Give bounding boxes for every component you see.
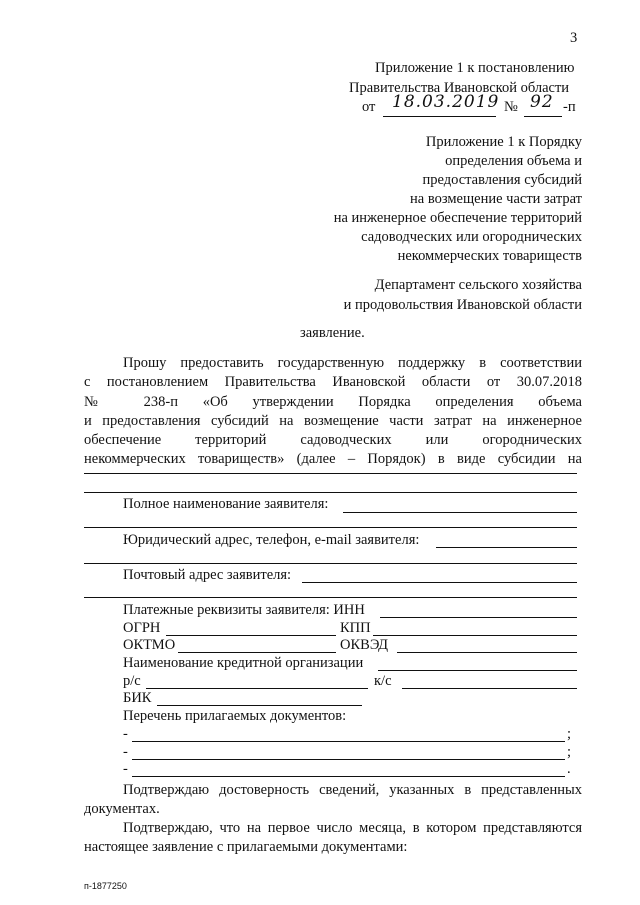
- kpp-label: КПП: [340, 620, 371, 636]
- confirm1-line-1: Подтверждаю достоверность сведений, указанных в представленных: [123, 782, 582, 798]
- bik-label: БИК: [123, 690, 152, 706]
- annex-number-value: 92: [530, 92, 554, 112]
- annex-date-prefix: от: [362, 99, 376, 115]
- kpp-field[interactable]: [373, 635, 577, 636]
- oktmo-label: ОКТМО: [123, 637, 176, 653]
- body-line-1: Прошу предоставить государственную поддержку в соответствии: [123, 355, 582, 371]
- credit-org-label: Наименование кредитной организации: [123, 655, 364, 671]
- rs-label: р/с: [123, 673, 141, 689]
- documents-label: Перечень прилагаемых документов:: [123, 708, 347, 724]
- body-line-4: и предоставления субсидий на возмещение части затрат на инженерное: [84, 413, 582, 429]
- addressee-line-1: Департамент сельского хозяйства: [374, 277, 582, 293]
- ks-label: к/с: [374, 673, 392, 689]
- legal-address-label: Юридический адрес, телефон, e-mail заявителя:: [123, 532, 420, 548]
- annex-line-1: Приложение 1 к постановлению: [375, 60, 575, 76]
- doc-item-3-field[interactable]: [132, 776, 565, 777]
- annex-number-prefix: №: [504, 99, 518, 115]
- procedure-line-6: садоводческих или огороднических: [361, 229, 582, 245]
- doc-item-1-dash: -: [123, 726, 128, 742]
- rs-field[interactable]: [146, 688, 368, 689]
- document-title: заявление.: [300, 325, 365, 341]
- doc-item-2-end: ;: [567, 744, 572, 760]
- page-number: 3: [570, 30, 578, 46]
- postal-address-field[interactable]: [302, 582, 577, 583]
- full-name-field[interactable]: [343, 512, 577, 513]
- oktmo-field[interactable]: [178, 652, 336, 653]
- body-line-5: обеспечение территорий садоводческих или огороднических: [84, 432, 582, 448]
- procedure-line-7: некоммерческих товариществ: [397, 248, 582, 264]
- body-line-2: с постановлением Правительства Ивановской области от 30.07.2018: [84, 374, 582, 390]
- annex-date-value: 18.03.2019: [392, 92, 500, 112]
- inn-label: Платежные реквизиты заявителя: ИНН: [123, 602, 365, 618]
- doc-item-2-field[interactable]: [132, 759, 565, 760]
- doc-item-3-dash: -: [123, 761, 128, 777]
- doc-item-2-dash: -: [123, 744, 128, 760]
- body-line-3: № 238-п «Об утверждении Порядка определения объема: [84, 394, 582, 410]
- procedure-line-1: Приложение 1 к Порядку: [425, 134, 582, 150]
- doc-item-3-end: .: [567, 761, 571, 777]
- credit-org-field[interactable]: [378, 670, 577, 671]
- confirm2-line-2: настоящее заявление с прилагаемыми документами:: [84, 839, 408, 855]
- procedure-line-4: на возмещение части затрат: [410, 191, 582, 207]
- doc-item-1-field[interactable]: [132, 741, 565, 742]
- doc-item-1-end: ;: [567, 726, 572, 742]
- body-line-6: некоммерческих товариществ» (далее – Порядок) в виде субсидии на: [84, 451, 582, 467]
- annex-line-2: Правительства Ивановской области: [349, 80, 570, 96]
- procedure-line-5: на инженерное обеспечение территорий: [333, 210, 582, 226]
- addressee-line-2: и продовольствия Ивановской области: [343, 297, 582, 313]
- postal-address-label: Почтовый адрес заявителя:: [123, 567, 292, 583]
- ks-field[interactable]: [402, 688, 577, 689]
- okved-label: ОКВЭД: [340, 637, 389, 653]
- ogrn-field[interactable]: [166, 635, 336, 636]
- procedure-line-3: предоставления субсидий: [422, 172, 582, 188]
- bik-field[interactable]: [157, 705, 362, 706]
- full-name-label: Полное наименование заявителя:: [123, 496, 329, 512]
- legal-address-field[interactable]: [436, 547, 577, 548]
- ogrn-label: ОГРН: [123, 620, 161, 636]
- confirm1-line-2: документах.: [84, 801, 160, 817]
- okved-field[interactable]: [397, 652, 577, 653]
- annex-number-suffix: -п: [563, 99, 576, 115]
- procedure-line-2: определения объема и: [445, 153, 582, 169]
- footer-code: п-1877250: [84, 881, 127, 891]
- confirm2-line-1: Подтверждаю, что на первое число месяца, в котором представляются: [123, 820, 582, 836]
- inn-field[interactable]: [380, 617, 577, 618]
